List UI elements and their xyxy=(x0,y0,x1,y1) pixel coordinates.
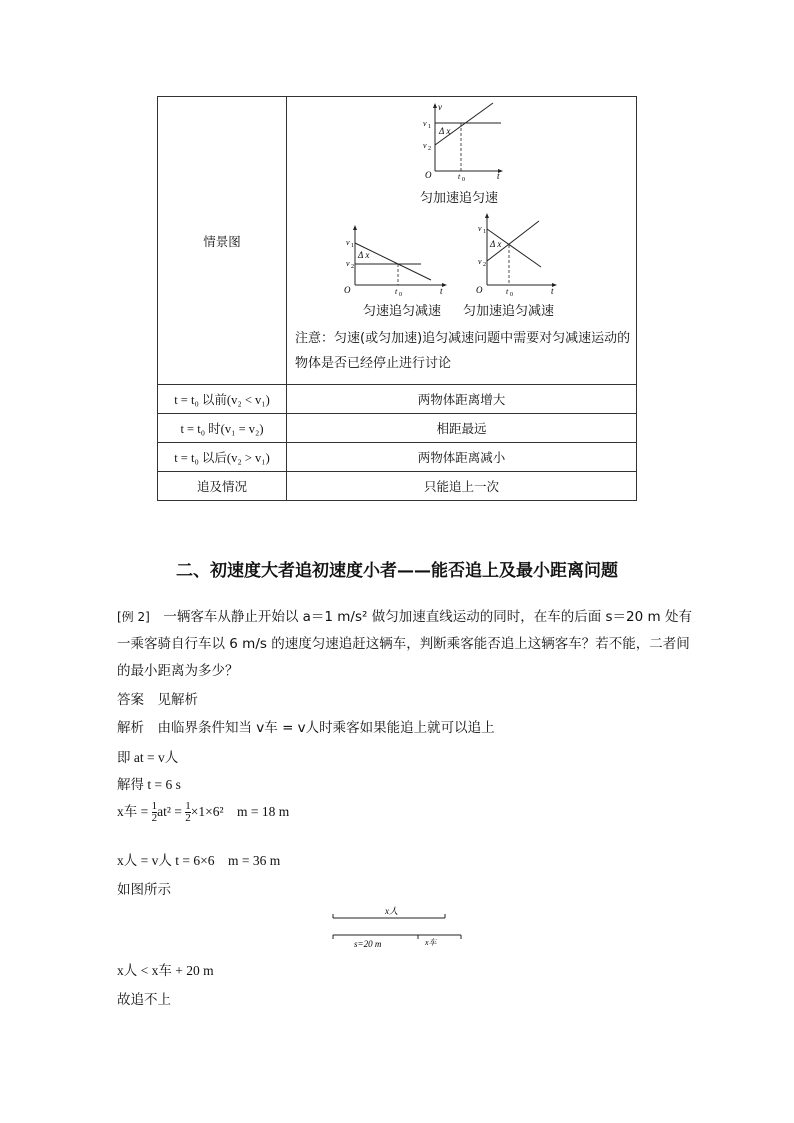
v1-sub: 1 xyxy=(351,243,354,249)
answer-line: 答案 见解析 xyxy=(117,692,198,708)
row-label: 追及情况 xyxy=(158,472,287,501)
eq3-lhs: x车 = xyxy=(117,804,149,819)
v2-sub: 2 xyxy=(428,146,431,152)
v1-label: v xyxy=(346,238,350,247)
graph2-caption: 匀速追匀减速 xyxy=(363,304,442,319)
equation-2: 解得 t = 6 s xyxy=(117,777,181,792)
example-question xyxy=(117,604,695,685)
row-label: t = t₀ 以前(v₂ < v₁) xyxy=(158,385,287,414)
scene-label-cell xyxy=(158,97,287,385)
delta-x-label: Δ x xyxy=(490,239,502,249)
equation-3 xyxy=(117,800,289,824)
v1-sub: 1 xyxy=(483,229,486,235)
comparison-table xyxy=(157,96,637,501)
v1-label: v xyxy=(478,224,482,233)
eq3-mid: at² = xyxy=(157,804,182,819)
row-label: t = t₀ 时(v₁ = v₂) xyxy=(158,414,287,443)
v2-label: v xyxy=(478,257,482,266)
delta-x-label: Δ x xyxy=(358,250,370,260)
example-text: 一辆客车从静止开始以 a＝1 m/s² 做匀加速直线运动的同时，在车的后面 s＝20 m 处有一乘客骑自行车以 6 m/s 的速度匀速追赶这辆车，判断乘客能否追上这辆客车？若不能，二者间的最小距离为多少？ xyxy=(117,609,692,679)
graph1-caption: 匀加速追匀速 xyxy=(420,191,499,206)
figure-intro: 如图所示 xyxy=(117,882,171,898)
scene-note: 注意：匀速(或匀加速)追匀减速问题中需要对匀减速运动的物体是否已经停止进行讨论 xyxy=(295,331,631,371)
x-person-label: x人 xyxy=(385,906,398,916)
section-heading: 二、初速度大者追初速度小者——能否追上及最小距离问题 xyxy=(176,561,618,581)
eq3-rhs: ×1×6² m = 18 m xyxy=(190,804,290,819)
analysis-line: 解析 由临界条件知当 v车 = v人时乘客如果能追上就可以追上 xyxy=(117,720,495,736)
origin-label: O xyxy=(425,170,432,180)
t0-sub: 0 xyxy=(399,292,402,298)
distance-diagram xyxy=(328,904,468,950)
graph-accel-chase-decel xyxy=(469,209,561,298)
equation-1: 即 at = v人 xyxy=(117,750,179,765)
row-value: 只能追上一次 xyxy=(287,472,637,501)
t0-label: t xyxy=(506,287,509,296)
v2-sub: 2 xyxy=(483,262,486,268)
v2-label: v xyxy=(423,141,427,150)
conclusion: 故追不上 xyxy=(117,992,171,1008)
graph-uniform-chase-decel xyxy=(335,219,453,298)
axis-t-label: t xyxy=(497,171,500,181)
v2-label: v xyxy=(346,259,350,268)
t0-sub: 0 xyxy=(510,292,513,298)
example-block xyxy=(117,604,695,685)
row-label: t = t₀ 以后(v₂ > v₁) xyxy=(158,443,287,472)
row-value: 两物体距离增大 xyxy=(287,385,637,414)
scene-label: 情景图 xyxy=(203,233,241,249)
s-label: s=20 m xyxy=(354,939,382,949)
v1-label: v xyxy=(423,119,427,128)
axis-t-label: t xyxy=(551,286,554,296)
row-value: 两物体距离减小 xyxy=(287,443,637,472)
scene-cell xyxy=(287,97,637,385)
fraction-half: $\frac{1}{2}$ xyxy=(151,800,158,825)
delta-x-label: Δ x xyxy=(439,126,451,136)
v2-sub: 2 xyxy=(351,264,354,270)
t0-sub: 0 xyxy=(462,177,465,183)
row-value: 相距最远 xyxy=(287,414,637,443)
v1-sub: 1 xyxy=(428,124,431,130)
equation-4: x人 = v人 t = 6×6 m = 36 m xyxy=(117,853,281,868)
example-tag: [例 2] xyxy=(117,610,150,624)
t0-label: t xyxy=(395,287,398,296)
fraction-half: $\frac{1}{2}$ xyxy=(185,800,191,825)
x-car-label: x车 xyxy=(425,938,437,947)
origin-label: O xyxy=(344,285,351,295)
t0-label: t xyxy=(458,172,461,181)
inequality: x人 < x车 + 20 m xyxy=(117,963,214,978)
axis-t-label: t xyxy=(440,286,443,296)
graph-accel-chase-uniform xyxy=(405,101,505,183)
origin-label: O xyxy=(476,285,483,295)
graph3-caption: 匀加速追匀减速 xyxy=(463,304,555,319)
axis-v-label: v xyxy=(438,102,442,112)
